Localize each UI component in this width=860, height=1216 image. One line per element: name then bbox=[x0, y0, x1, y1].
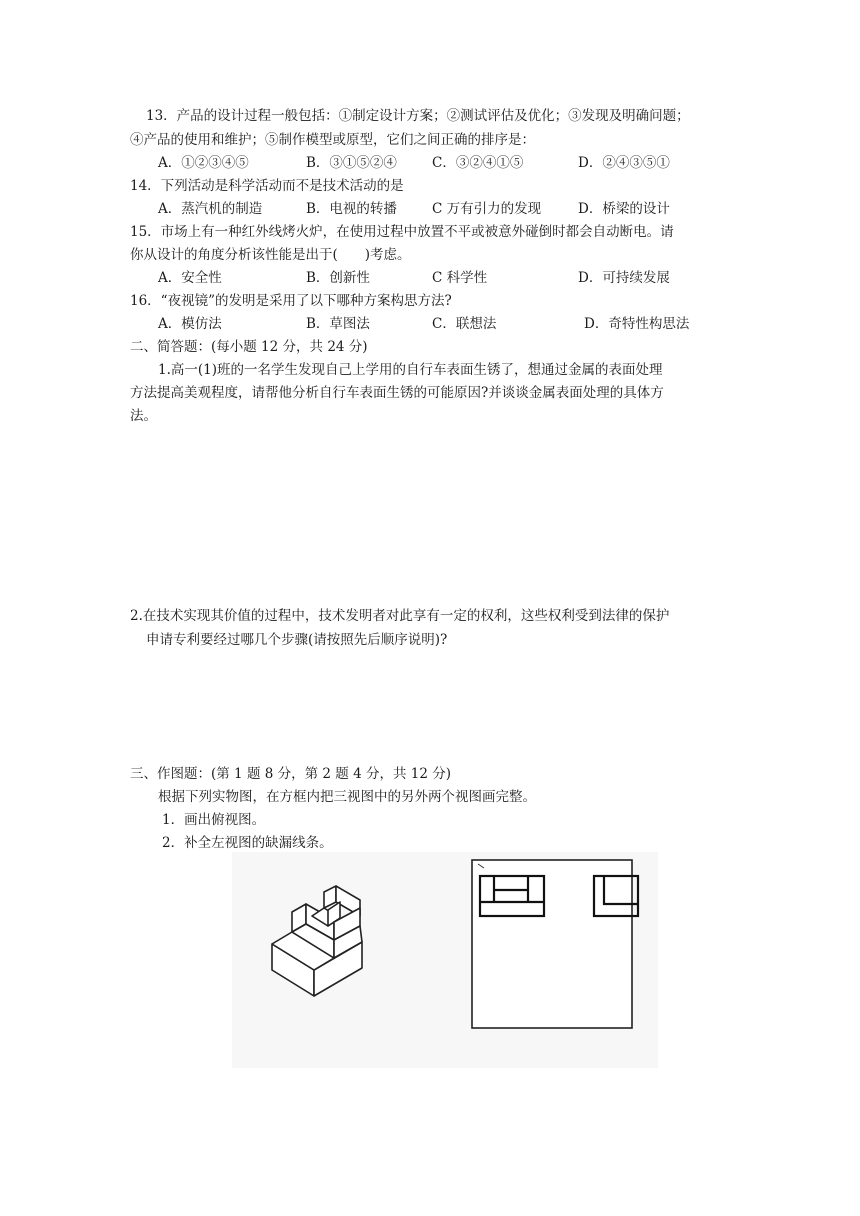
q14-option-c: C 万有引力的发现 bbox=[432, 201, 542, 217]
section2-heading: 二、简答题：(每小题 12 分，共 24 分) bbox=[130, 339, 368, 355]
q14-option-d: D．桥梁的设计 bbox=[578, 201, 670, 217]
section2-q1-line3: 法。 bbox=[130, 408, 157, 424]
q14-option-b: B．电视的转播 bbox=[306, 201, 397, 217]
q16-line1: 16．“夜视镜”的发明是采用了以下哪种方案构思方法? bbox=[130, 293, 452, 309]
section2-q1-line1: 1.高一(1)班的一名学生发现自己上学用的自行车表面生锈了，想通过金属的表面处理 bbox=[158, 362, 663, 378]
q16-option-d: D．奇特性构思法 bbox=[584, 316, 690, 332]
three-view-drawing bbox=[232, 852, 658, 1068]
q15-line2: 你从设计的角度分析该性能是出于( )考虑。 bbox=[130, 247, 411, 263]
q16-option-b: B．草图法 bbox=[306, 316, 370, 332]
q13-option-c: C．③②④①⑤ bbox=[432, 155, 524, 171]
section3-task2: 2．补全左视图的缺漏线条。 bbox=[162, 835, 333, 851]
section3-task1: 1．画出俯视图。 bbox=[162, 812, 266, 828]
q13-option-a: A．①②③④⑤ bbox=[158, 155, 249, 171]
isometric-object bbox=[272, 886, 362, 996]
q13-option-b: B．③①⑤②④ bbox=[306, 155, 397, 171]
q15-option-c: C 科学性 bbox=[432, 270, 488, 286]
q15-line1: 15．市场上有一种红外线烤火炉，在使用过程中放置不平或被意外碰倒时都会自动断电。请 bbox=[130, 224, 674, 240]
q14-option-a: A．蒸汽机的制造 bbox=[158, 201, 263, 217]
q15-option-d: D．可持续发展 bbox=[578, 270, 670, 286]
q15-option-b: B．创新性 bbox=[306, 270, 370, 286]
q14-line1: 14．下列活动是科学活动而不是技术活动的是 bbox=[130, 178, 404, 194]
section3-heading: 三、作图题：(第 1 题 8 分，第 2 题 4 分，共 12 分) bbox=[130, 766, 451, 782]
section3-instruction: 根据下列实物图，在方框内把三视图中的另外两个视图画完整。 bbox=[158, 789, 536, 805]
q13-line1: 13．产品的设计过程一般包括：①制定设计方案；②测试评估及优化；③发现及明确问题； bbox=[146, 108, 690, 124]
q13-option-d: D．②④③⑤① bbox=[578, 155, 670, 171]
view-frame bbox=[472, 860, 632, 1028]
q16-option-a: A．模仿法 bbox=[158, 316, 222, 332]
q16-option-c: C．联想法 bbox=[432, 316, 497, 332]
section2-q2-line1: 2.在技术实现其价值的过程中，技术发明者对此享有一定的权利，这些权利受到法律的保护 bbox=[130, 608, 670, 624]
q13-line2: ④产品的使用和维护；⑤制作模型或原型，它们之间正确的排序是： bbox=[130, 132, 535, 148]
section2-q1-line2: 方法提高美观程度，请帮他分析自行车表面生锈的可能原因?并谈谈金属表面处理的具体方 bbox=[130, 385, 664, 401]
section2-q2-line2: 申请专利要经过哪几个步骤(请按照先后顺序说明)? bbox=[146, 632, 448, 648]
drawing-figure bbox=[232, 852, 658, 1068]
q15-option-a: A．安全性 bbox=[158, 270, 222, 286]
